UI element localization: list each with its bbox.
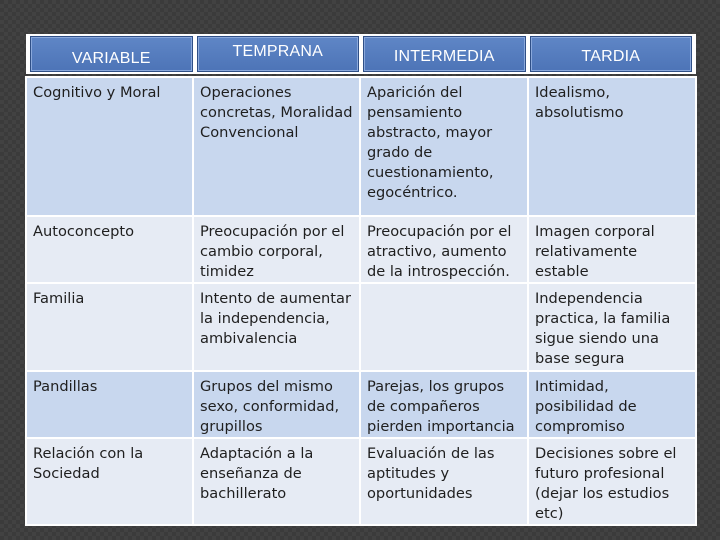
cell-temprana: Intento de aumentar la independencia, ambivalencia <box>193 283 360 371</box>
cell-intermedia <box>360 283 528 371</box>
table-row <box>26 438 696 525</box>
header-variable: VARIABLE <box>30 36 193 72</box>
header-tardia: TARDIA <box>530 36 693 72</box>
cell-intermedia: Preocupación por el atractivo, aumento de la introspección. <box>360 216 528 283</box>
cell-intermedia: Parejas, los grupos de compañeros pierden importancia <box>360 371 528 438</box>
table-row <box>26 77 696 216</box>
cell-temprana: Adaptación a la enseñanza de bachillerato <box>193 438 360 525</box>
cell-variable: Relación con la Sociedad <box>26 438 193 525</box>
cell-tardia: Intimidad, posibilidad de compromiso <box>528 371 696 438</box>
cell-tardia: Independencia practica, la familia sigue siendo una base segura <box>528 283 696 371</box>
table-row <box>26 283 696 371</box>
table-header <box>26 34 696 74</box>
cell-intermedia: Evaluación de las aptitudes y oportunidades <box>360 438 528 525</box>
table-row <box>26 371 696 438</box>
header-intermedia: INTERMEDIA <box>363 36 526 72</box>
table-row <box>26 216 696 283</box>
cell-temprana: Grupos del mismo sexo, conformidad, grupillos <box>193 371 360 438</box>
adolescence-stages-table <box>25 76 697 526</box>
cell-variable: Autoconcepto <box>26 216 193 283</box>
cell-tardia: Imagen corporal relativamente estable <box>528 216 696 283</box>
cell-variable: Cognitivo y Moral <box>26 77 193 216</box>
cell-temprana: Operaciones concretas, Moralidad Convencional <box>193 77 360 216</box>
cell-variable: Familia <box>26 283 193 371</box>
cell-intermedia: Aparición del pensamiento abstracto, mayor grado de cuestionamiento, egocéntrico. <box>360 77 528 216</box>
cell-tardia: Idealismo, absolutismo <box>528 77 696 216</box>
cell-variable: Pandillas <box>26 371 193 438</box>
cell-temprana: Preocupación por el cambio corporal, timidez <box>193 216 360 283</box>
header-temprana: TEMPRANA <box>197 36 360 72</box>
cell-tardia: Decisiones sobre el futuro profesional (dejar los estudios etc) <box>528 438 696 525</box>
